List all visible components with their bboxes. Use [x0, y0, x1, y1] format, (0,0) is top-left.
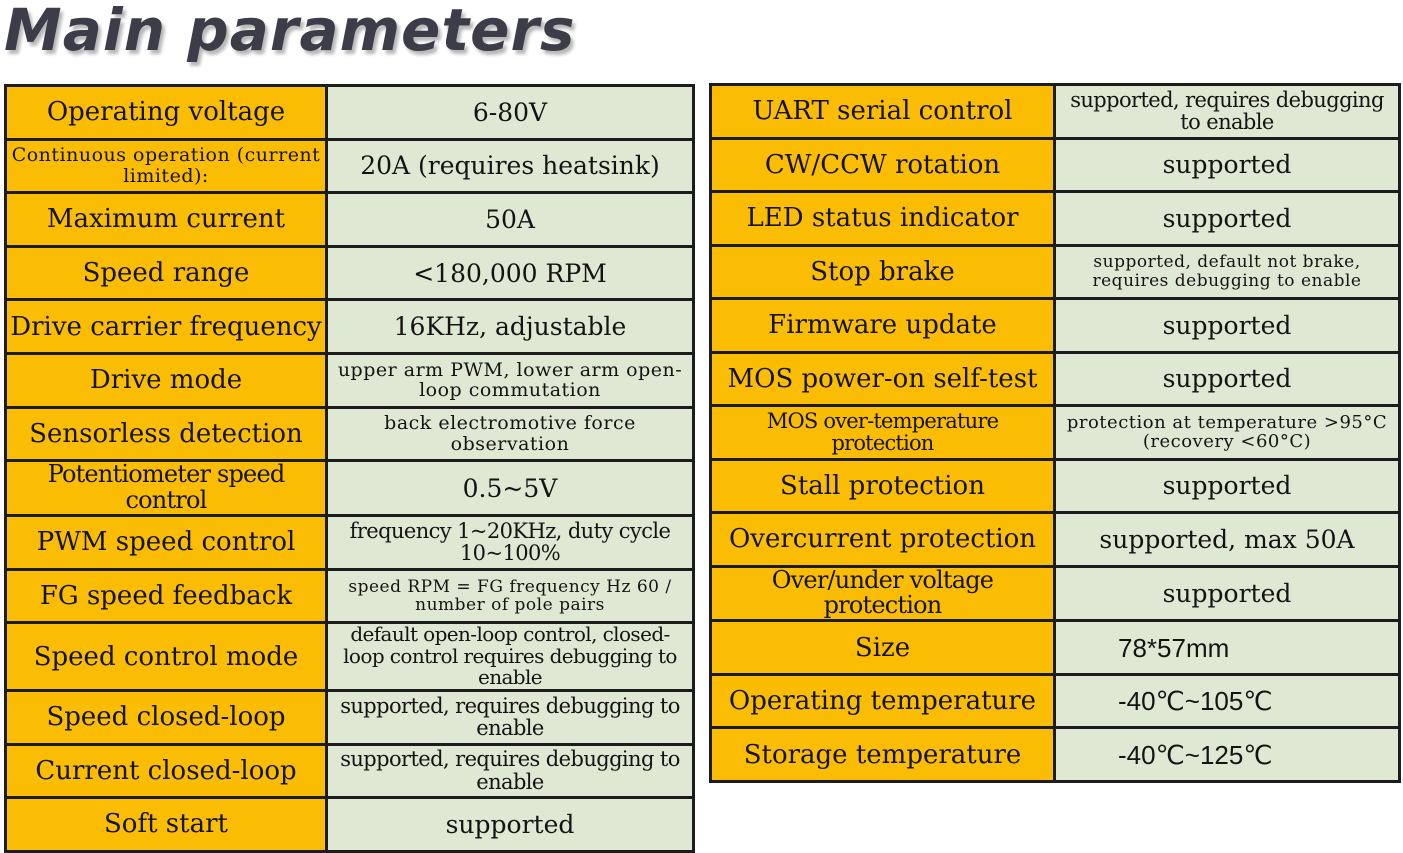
param-value: upper arm PWM, lower arm open-loop commutation — [327, 353, 694, 407]
table-row — [711, 85, 1400, 139]
table-row — [6, 193, 694, 247]
param-value: supported, requires debugging to enable — [1055, 85, 1400, 139]
param-name: Storage temperature — [711, 728, 1055, 782]
table-row — [711, 192, 1400, 246]
param-name: LED status indicator — [711, 192, 1055, 246]
param-name: Potentiometer speed control — [6, 461, 327, 516]
param-name: Continuous operation (current limited): — [6, 139, 327, 193]
param-value: 0.5~5V — [327, 461, 694, 516]
param-value: supported — [1055, 566, 1400, 621]
table-row — [6, 569, 694, 623]
param-value: frequency 1~20KHz, duty cycle 10~100% — [327, 515, 694, 569]
param-value: supported, requires debugging to enable — [327, 690, 694, 744]
table-row — [6, 690, 694, 744]
param-value: supported, requires debugging to enable — [327, 744, 694, 798]
param-name: Operating voltage — [6, 86, 327, 140]
param-name: PWM speed control — [6, 515, 327, 569]
param-value: speed RPM = FG frequency Hz 60 / number of pole pairs — [327, 569, 694, 623]
table-row — [6, 515, 694, 569]
param-value: 16KHz, adjustable — [327, 300, 694, 354]
table-row — [6, 623, 694, 691]
param-name: Operating temperature — [711, 674, 1055, 728]
param-value: back electromotive force observation — [327, 407, 694, 461]
param-value: supported, default not brake, requires debugging to enable — [1055, 245, 1400, 299]
param-name: UART serial control — [711, 85, 1055, 139]
param-value: 78*57mm — [1055, 621, 1400, 675]
table-row — [711, 138, 1400, 192]
param-value: supported — [1055, 459, 1400, 513]
param-name: Speed control mode — [6, 623, 327, 691]
param-name: Current closed-loop — [6, 744, 327, 798]
table-row — [6, 461, 694, 516]
page-title: Main parameters — [4, 0, 576, 64]
table-row — [711, 674, 1400, 728]
table-row — [6, 86, 694, 140]
param-name: Maximum current — [6, 193, 327, 247]
param-value: supported — [327, 798, 694, 852]
table-row — [711, 245, 1400, 299]
param-name: MOS over-temperature protection — [711, 406, 1055, 460]
table-row — [711, 352, 1400, 406]
table-row — [711, 406, 1400, 460]
param-name: Soft start — [6, 798, 327, 852]
table-row — [711, 566, 1400, 621]
param-value: 6-80V — [327, 86, 694, 140]
param-name: Stall protection — [711, 459, 1055, 513]
param-value: supported — [1055, 299, 1400, 353]
param-value: supported — [1055, 352, 1400, 406]
param-name: MOS power-on self-test — [711, 352, 1055, 406]
table-row — [6, 300, 694, 354]
param-value: 20A (requires heatsink) — [327, 139, 694, 193]
param-name: Drive mode — [6, 353, 327, 407]
param-name: Size — [711, 621, 1055, 675]
param-name: Speed range — [6, 246, 327, 300]
table-row — [6, 798, 694, 852]
param-name: Sensorless detection — [6, 407, 327, 461]
param-value: 50A — [327, 193, 694, 247]
param-name: FG speed feedback — [6, 569, 327, 623]
param-value: protection at temperature >95°C (recovery <60°C) — [1055, 406, 1400, 460]
param-name: Speed closed-loop — [6, 690, 327, 744]
table-row — [6, 407, 694, 461]
parameters-table-left — [4, 84, 695, 853]
param-name: Over/under voltage protection — [711, 566, 1055, 621]
table-row — [6, 246, 694, 300]
param-value: -40℃~105℃ — [1055, 674, 1400, 728]
param-value: <180,000 RPM — [327, 246, 694, 300]
table-row — [6, 139, 694, 193]
param-value: default open-loop control, closed-loop control requires debugging to enable — [327, 623, 694, 691]
param-name: Overcurrent protection — [711, 513, 1055, 567]
param-value: -40℃~125℃ — [1055, 728, 1400, 782]
param-value: supported — [1055, 192, 1400, 246]
table-row — [711, 621, 1400, 675]
param-value: supported, max 50A — [1055, 513, 1400, 567]
param-value: supported — [1055, 138, 1400, 192]
table-row — [6, 744, 694, 798]
param-name: Stop brake — [711, 245, 1055, 299]
param-name: CW/CCW rotation — [711, 138, 1055, 192]
table-row — [6, 353, 694, 407]
param-name: Drive carrier frequency — [6, 300, 327, 354]
table-row — [711, 459, 1400, 513]
table-row — [711, 299, 1400, 353]
table-row — [711, 513, 1400, 567]
param-name: Firmware update — [711, 299, 1055, 353]
table-row — [711, 728, 1400, 782]
parameters-table-right — [709, 83, 1401, 783]
